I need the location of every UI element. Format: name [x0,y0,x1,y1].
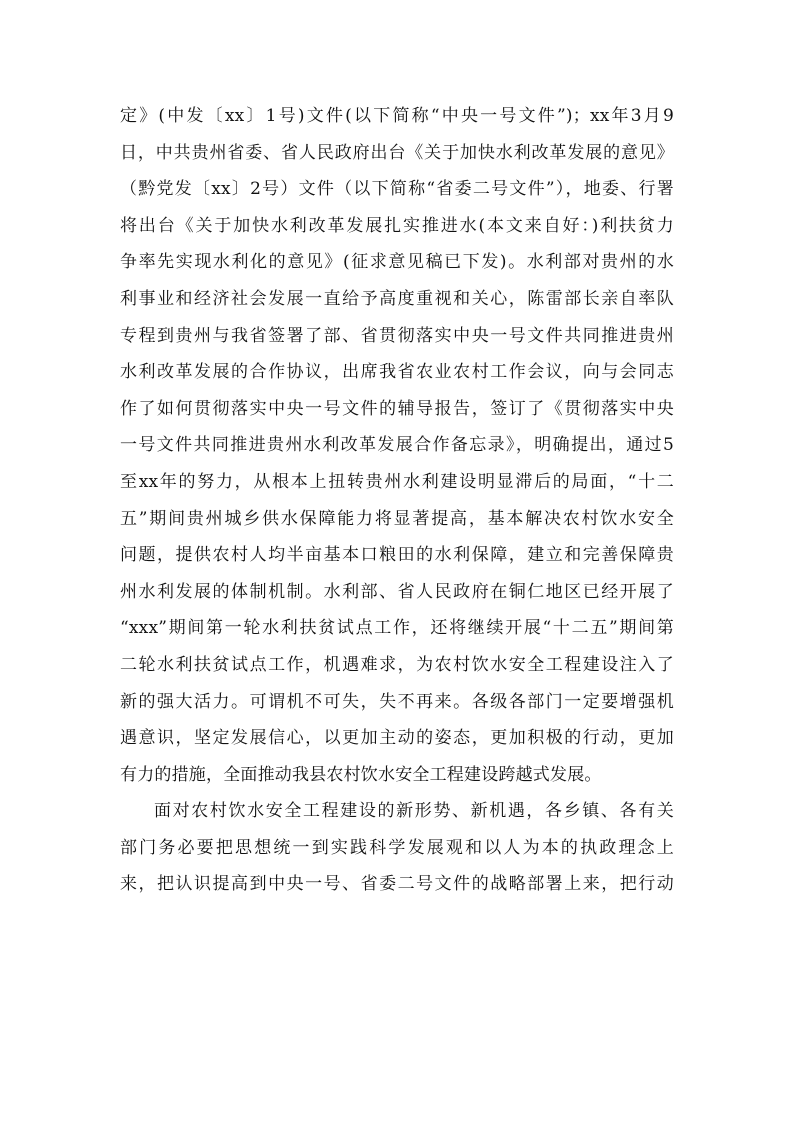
paragraph-2 [120,793,674,903]
text-line: 将出台《关于加快水利改革发展扎实推进水(本文来自好：)利扶贫力 [120,215,674,236]
text-line: 定》(中发〔xx〕1号)文件(以下简称“中央一号文件”)；xx年3月9 [120,106,674,126]
text-line: 专程到贵州与我省签署了部、省贯彻落实中央一号文件共同推进贵州 [120,325,674,346]
document-body [120,98,674,903]
text-line: 作了如何贯彻落实中央一号文件的辅导报告，签订了《贯彻落实中央 [120,398,674,419]
text-line: 争率先实现水利化的意见》(征求意见稿已下发)。水利部对贵州的水 [120,252,674,273]
text-line: 问题，提供农村人均半亩基本口粮田的水利保障，建立和完善保障贵 [120,545,674,566]
text-line: “xxx”期间第一轮水利扶贫试点工作，还将继续开展“十二五”期间第 [120,618,674,639]
text-line: 至xx年的努力，从根本上扭转贵州水利建设明显滞后的局面，“十二 [120,471,674,492]
text-line: 水利改革发展的合作协议，出席我省农业农村工作会议，向与会同志 [120,362,674,383]
text-line: 有力的措施，全面推动我县农村饮水安全工程建设跨越式发展。 [120,764,602,785]
paragraph-1 [120,98,674,793]
text-line: 新的强大活力。可谓机不可失，失不再来。各级各部门一定要增强机 [120,691,674,712]
text-line: （黔党发〔xx〕2号）文件（以下简称“省委二号文件”），地委、行署 [120,179,674,200]
text-line: 来，把认识提高到中央一号、省委二号文件的战略部署上来，把行动 [120,874,674,895]
text-line: 遇意识，坚定发展信心，以更加主动的姿态，更加积极的行动，更加 [120,728,674,749]
text-line: 利事业和经济社会发展一直给予高度重视和关心，陈雷部长亲自率队 [120,288,674,309]
text-line: 五”期间贵州城乡供水保障能力将显著提高，基本解决农村饮水安全 [120,508,674,529]
text-line: 一号文件共同推进贵州水利改革发展合作备忘录》，明确提出，通过5 [120,435,674,456]
text-line: 二轮水利扶贫试点工作，机遇难求，为农村饮水安全工程建设注入了 [120,654,674,675]
text-line: 州水利发展的体制机制。水利部、省人民政府在铜仁地区已经开展了 [120,581,674,602]
text-line: 面对农村饮水安全工程建设的新形势、新机遇，各乡镇、各有关 [154,801,674,822]
text-line: 日，中共贵州省委、省人民政府出台《关于加快水利改革发展的意见》 [120,142,674,163]
text-line: 部门务必要把思想统一到实践科学发展观和以人为本的执政理念上 [120,837,674,858]
